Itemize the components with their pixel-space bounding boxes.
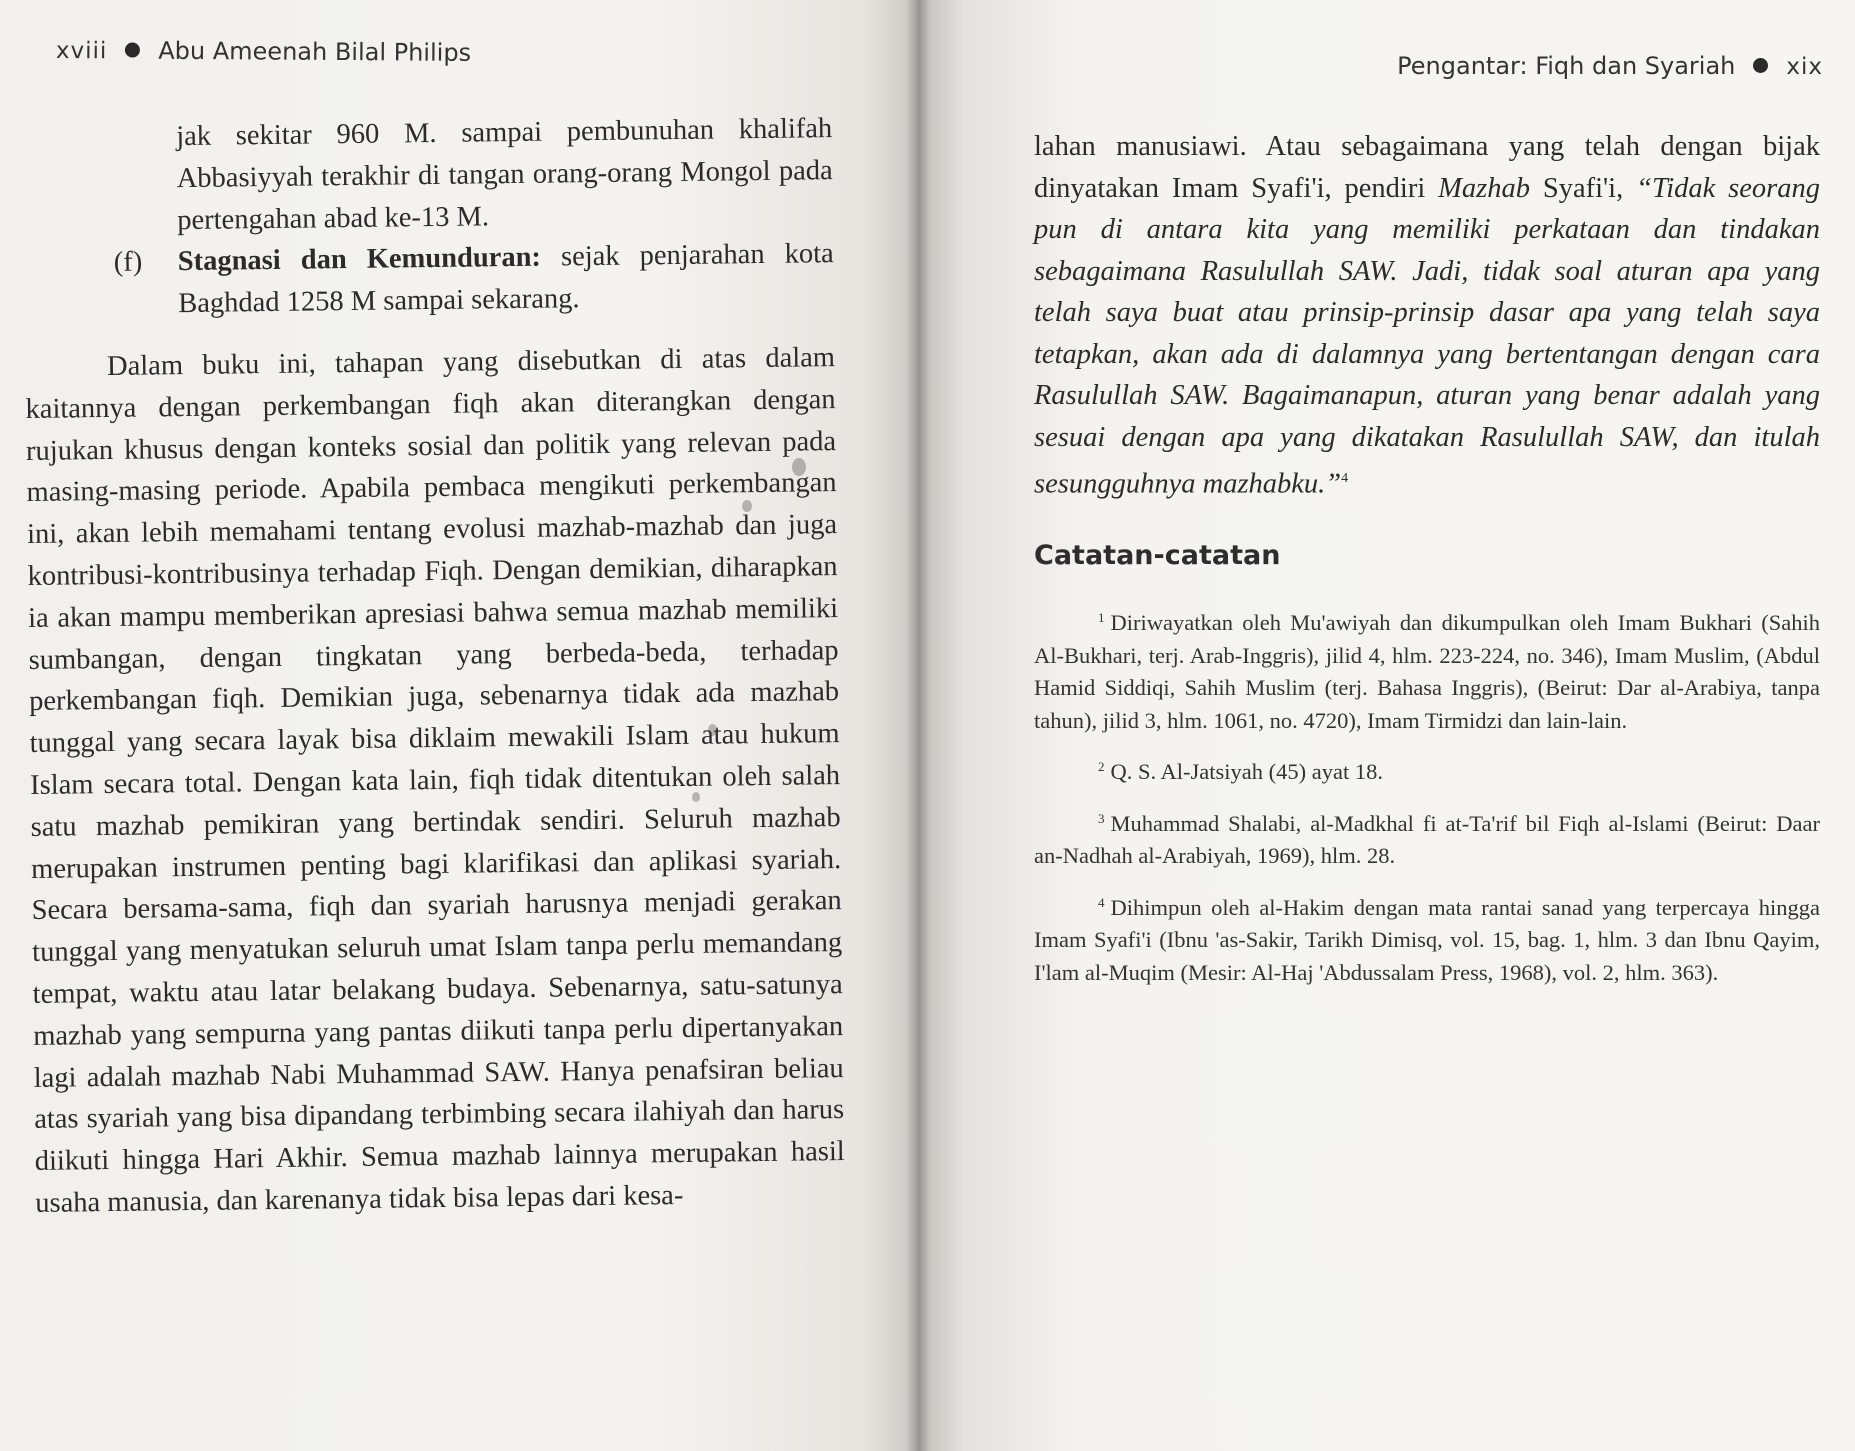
author-name: Abu Ameenah Bilal Philips [158,36,472,67]
right-text-block [1034,126,1820,505]
body-paragraph [25,337,846,1225]
book-gutter [906,0,930,1451]
left-page [0,0,918,1451]
list-item-title: Stagnasi dan Kemunduran: [177,242,542,278]
bullet-dot-icon [1753,58,1768,73]
list-item-text: sejak penjarahan kota Baghdad 1258 M sampai sekarang. [178,238,834,320]
left-running-head [56,36,471,67]
body-text: Dalam buku ini, tahapan yang disebutkan di atas dalam kaitannya dengan perkembangan fiqh akan diterangkan dengan rujukan khusus dengan konteks sosial dan politik yang relevan pada masing-masing periode. Apabila pembaca mengikuti perkembangan ini, akan lebih memahami tentang evolusi mazhab-mazhab dan juga kontribusi-kontribusinya terhadap Fiqh. Dengan demikian, diharapkan ia akan mampu memberikan apresiasi bahwa semua mazhab memiliki sumbangan, dengan tingkatan yang berbeda-beda, terhadap perkembangan fiqh. Demikian juga, sebenarnya tidak ada mazhab tunggal yang secara layak bisa diklaim mewakili Islam atau hukum Islam secara total. Dengan kata lain, fiqh tidak ditentukan oleh salah satu mazhab pemikiran yang bertindak sendiri. Seluruh mazhab merupakan instrumen penting bagi klarifikasi dan aplikasi syariah. Secara bersama-sama, fiqh dan syariah harusnya menjadi gerakan tunggal yang menyatukan seluruh umat Islam tanpa perlu memandang tempat, waktu atau latar belakang budaya. Sebenarnya, satu-satunya mazhab yang sempurna yang pantas diikuti tanpa perlu dipertanyakan lagi adalah mazhab Nabi Muhammad SAW. Hanya penafsiran beliau atas syariah yang bisa dipandang terbimbing secara ilahiyah dan harus diikuti hingga Hari Akhir. Semua mazhab lainnya merupakan hasil usaha manusia, dan karenanya tidak bisa lepas dari kesa- [25,342,845,1219]
footnote-number: 3 [1098,810,1105,826]
body-text: lahan manusiawi. Atau sebagaimana yang telah dengan bijak dinyatakan Imam Syafi'i, pendiri [1034,131,1820,204]
footnote-text: Dihimpun oleh al-Hakim dengan mata rantai sanad yang terpercaya hingga Imam Syafi'i (Ibnu 'as-Sakir, Tarikh Dimisq, vol. 15, bag. 1, hlm. 3 dan Ibnu Qayim, I'lam al-Muqim (Mesir: Al-Haj 'Abdussalam Press, 1968), vol. 2, hlm. 363). [1034,894,1820,985]
body-text: Syafi'i, [1529,172,1637,204]
footnote [1034,602,1820,737]
footnote-number: 2 [1098,759,1105,774]
left-text-block [22,108,845,1225]
right-page-number: xix [1786,54,1823,80]
footnote-ref: 4 [1341,471,1349,486]
list-item-f [24,233,835,326]
list-item-text: jak sekitar 960 M. sampai pembunuhan khalifah Abbasiyyah terakhir di tangan orang-orang Mongol pada pertengahan abad ke-13 M. [176,113,833,236]
footnote [1034,803,1820,873]
ink-smudge [708,724,717,736]
footnote [1034,751,1820,789]
footnote-number: 4 [1098,894,1105,910]
ink-smudge [692,792,700,802]
footnotes-list [1034,602,1820,1003]
footnote [1034,887,1820,990]
body-italic-term: Mazhab [1438,172,1530,204]
ink-smudge [742,500,752,512]
bullet-dot-icon [125,42,140,57]
footnote-number: 1 [1098,610,1105,625]
notes-heading: Catatan-catatan [1034,540,1281,571]
list-item-continued [22,108,833,243]
footnote-text: Muhammad Shalabi, al-Madkhal fi at-Ta'rif bil Fiqh al-Islami (Beirut: Daar an-Nadhah al-Arabiyah, 1969), hlm. 28. [1034,810,1820,868]
footnote-text: Diriwayatkan oleh Mu'awiyah dan dikumpulkan oleh Imam Bukhari (Sahih Al-Bukhari, terj. Arab-Inggris), jilid 4, hlm. 223-224, no. 346), Imam Muslim, (Abdul Hamid Siddiqi, Sahih Muslim (terj. Bahasa Inggris), (Beirut: Dar al-Arabiya, tanpa tahun), jilid 3, hlm. 1061, no. 4720), Imam Tirmidzi dan lain-lain. [1034,610,1820,733]
right-running-head [1397,52,1823,80]
footnote-text: Q. S. Al-Jatsiyah (45) ayat 18. [1110,759,1383,784]
left-page-number: xviii [55,37,108,65]
imam-syafii-quote: “Tidak seorang pun di antara kita yang memiliki perkataan dan tindakan sebagaimana Rasulullah SAW. Jadi, tidak soal aturan apa yang telah saya buat atau prinsip-prinsip dasar apa yang telah saya tetapkan, akan ada di dalamnya yang bertentangan dengan cara Rasulullah SAW. Bagaimanapun, aturan yang benar adalah yang sesuai dengan apa yang dikatakan Rasulullah SAW, dan itulah sesungguhnya mazhabku.” [1034,172,1821,500]
ink-smudge [792,458,806,476]
chapter-title: Pengantar: Fiqh dan Syariah [1397,52,1736,80]
list-marker: (f) [113,246,143,279]
